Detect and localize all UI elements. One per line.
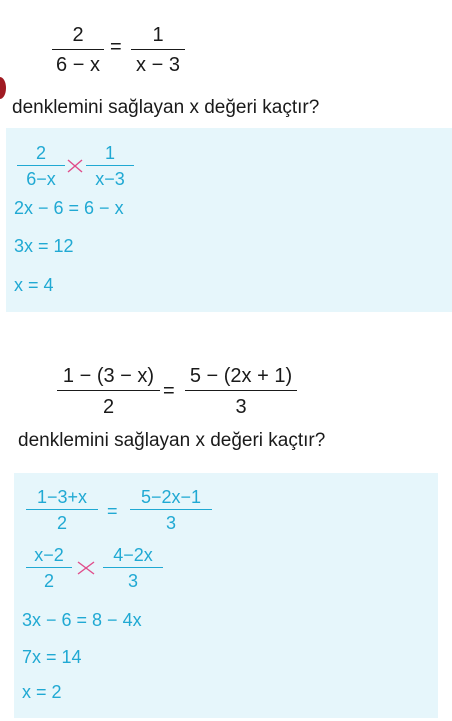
solution1-cross-left-fraction	[17, 144, 65, 188]
problem1-question: denklemini sağlayan x değeri kaçtır?	[12, 97, 320, 118]
equals-sign: =	[110, 36, 122, 58]
solution1-step: x = 4	[14, 275, 54, 295]
solution2-cross-left-fraction	[26, 546, 72, 590]
solution1-step: 2x − 6 = 6 − x	[14, 198, 124, 218]
problem1-left-fraction	[52, 25, 104, 75]
solution1-cross-right-fraction	[86, 144, 134, 188]
solution2-step: 3x − 6 = 8 − 4x	[22, 610, 142, 630]
cross-multiply-icon	[66, 158, 84, 174]
fraction-denominator: 3	[165, 513, 176, 534]
fraction-denominator: x−3	[95, 169, 125, 190]
fraction-numerator: 1 − (3 − x)	[62, 365, 155, 387]
equals-sign: =	[163, 380, 175, 402]
problem1-solution-box	[6, 128, 452, 312]
problem2-left-fraction	[57, 366, 160, 417]
fraction-numerator: x−2	[34, 545, 64, 565]
fraction-numerator: 1	[104, 143, 115, 163]
problem2-question: denklemini sağlayan x değeri kaçtır?	[18, 430, 326, 451]
solution2-step: 7x = 14	[22, 647, 82, 667]
fraction-numerator: 2	[35, 143, 46, 163]
fraction-denominator: 2	[102, 396, 115, 419]
fraction-numerator: 5−2x−1	[140, 487, 202, 507]
solution2-cross-right-fraction	[103, 546, 163, 590]
fraction-denominator: 3	[127, 571, 138, 592]
fraction-denominator: x − 3	[136, 54, 180, 77]
fraction-numerator: 1	[152, 24, 164, 46]
fraction-numerator: 2	[72, 24, 84, 46]
problem-bullet	[0, 77, 6, 99]
fraction-denominator: 2	[43, 571, 54, 592]
fraction-numerator: 4−2x	[113, 545, 153, 565]
problem2-solution-box	[14, 473, 438, 718]
problem1-right-fraction	[131, 25, 185, 75]
solution2-step: x = 2	[22, 682, 62, 702]
equals-sign: =	[107, 501, 118, 521]
fraction-denominator: 6 − x	[56, 54, 100, 77]
fraction-denominator: 3	[235, 396, 247, 419]
solution1-step: 3x = 12	[14, 236, 74, 256]
fraction-denominator: 6−x	[26, 169, 56, 190]
problem2-right-fraction	[185, 366, 297, 417]
fraction-numerator: 1−3+x	[36, 487, 88, 507]
fraction-denominator: 2	[56, 513, 67, 534]
solution2-first-left-fraction	[26, 488, 98, 532]
solution2-first-right-fraction	[130, 488, 212, 532]
fraction-numerator: 5 − (2x + 1)	[189, 365, 293, 387]
cross-multiply-icon	[76, 560, 96, 576]
